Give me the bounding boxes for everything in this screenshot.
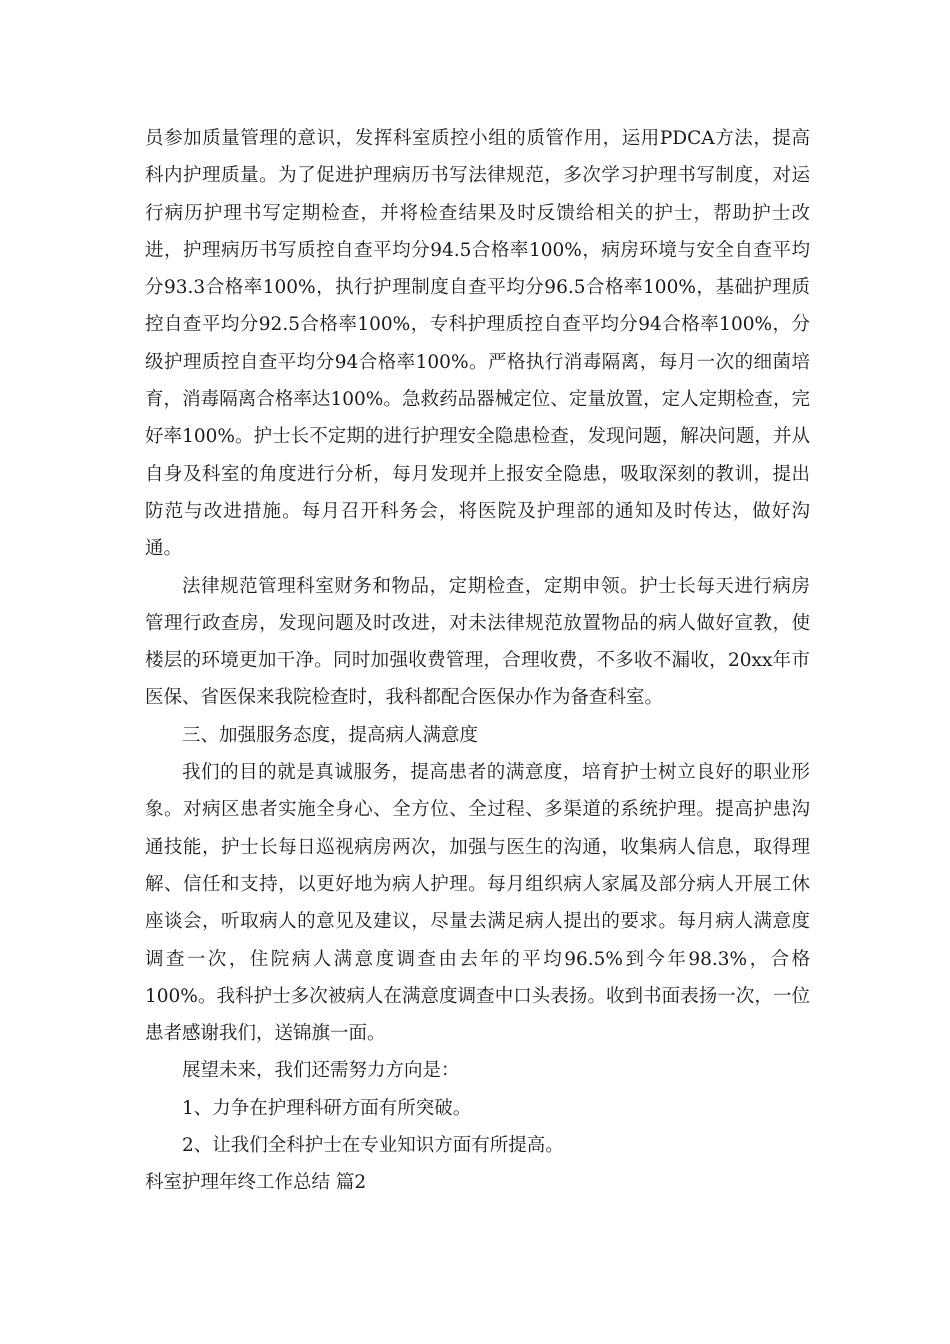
list-item-knowledge: 2、让我们全科护士在专业知识方面有所提高。 bbox=[182, 1135, 564, 1157]
paragraph-quality-management: 员参加质量管理的意识，发挥科室质控小组的质管作用，运用PDCA方法，提高科内护理质量。为了促进护理病历书写法律规范，多次学习护理书写制度，对运行病历护理书写定期检查，并将检查结果及时反馈给相关的护士，帮助护士改进，护理病历书写质控自查平均分94.5合格率100%，病房环境与安全自查平均分93.3合格率100%，执行护理制度自查平均分96.5合格率100%，基础护理质控自查平均分92.5合格率100%，专科护理质控自查平均分94合格率100%，分级护理质控自查平均分94合格率100%。严格执行消毒隔离，每月一次的细菌培育，消毒隔离合格率达100%。急救药品器械定位、定量放置，定人定期检查，完好率100%。护士长不定期的进行护理安全隐患检查，发现问题，解决问题，并从自身及科室的角度进行分析，每月发现并上报安全隐患，吸取深刻的教训，提出防范与改进措施。每月召开科务会，将医院及护理部的通知及时传达，做好沟通。 bbox=[145, 128, 810, 560]
paragraph-outlook: 展望未来，我们还需努力方向是： bbox=[182, 1060, 460, 1082]
paragraph-finance-management: 法律规范管理科室财务和物品，定期检查，定期申领。护士长每天进行病房管理行政查房，发现问题及时改进，对未法律规范放置物品的病人做好宣教，使楼层的环境更加干净。同时加强收费管理，合理收费，不多收不漏收，20xx年市医保、省医保来我院检查时，我科都配合医保办作为备查科室。 bbox=[145, 575, 810, 709]
list-item-research: 1、力争在护理科研方面有所突破。 bbox=[182, 1097, 472, 1119]
next-article-title: 科室护理年终工作总结 篇2 bbox=[145, 1172, 367, 1194]
section-heading-service-attitude: 三、加强服务态度，提高病人满意度 bbox=[182, 724, 479, 746]
paragraph-service-goal: 我们的目的就是真诚服务，提高患者的满意度，培育护士树立良好的职业形象。对病区患者实施全身心、全方位、全过程、多渠道的系统护理。提高护患沟通技能，护士长每日巡视病房两次，加强与医生的沟通，收集病人信息，取得理解、信任和支持，以更好地为病人护理。每月组织病人家属及部分病人开展工休座谈会，听取病人的意见及建议，尽量去满足病人提出的要求。每月病人满意度调查一次，住院病人满意度调查由去年的平均96.5%到今年98.3%，合格100%。我科护士多次被病人在满意度调查中口头表扬。收到书面表扬一次，一位患者感谢我们，送锦旗一面。 bbox=[145, 762, 810, 1045]
document-body bbox=[145, 120, 810, 1202]
